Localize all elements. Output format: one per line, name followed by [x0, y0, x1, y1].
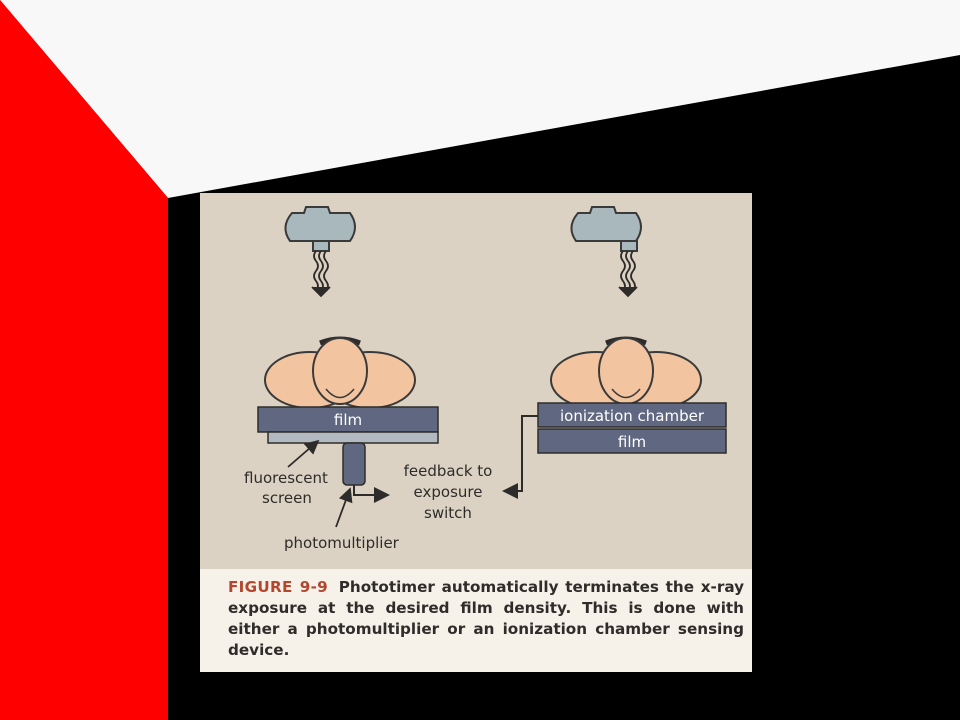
photomultiplier-feedback-arrow — [354, 485, 388, 495]
fluorescent-screen-pointer — [288, 441, 318, 467]
fluorescent-label: fluorescent — [244, 469, 328, 487]
figure-label: FIGURE 9-9 — [228, 578, 329, 596]
ionization-chamber — [538, 403, 726, 427]
chamber-feedback-arrow — [504, 416, 538, 491]
right-film-label: film — [617, 433, 647, 451]
right-patient — [551, 338, 701, 408]
left-xray-beam-icon — [312, 251, 330, 296]
figure-caption — [228, 577, 744, 661]
photomultiplier-pointer — [336, 489, 350, 527]
ionization-chamber-label: ionization chamber — [559, 407, 705, 425]
phototimer-figure — [200, 193, 752, 672]
fluorescent-screen — [268, 432, 438, 443]
left-film-label: film — [333, 411, 363, 429]
left-film-plate — [258, 407, 438, 432]
feedback-label-line1: feedback to — [403, 462, 493, 480]
screen-label: screen — [262, 489, 312, 507]
left-patient — [265, 338, 415, 408]
right-film-plate — [538, 429, 726, 453]
right-xray-beam-icon — [619, 251, 637, 296]
right-xray-tube — [571, 207, 641, 251]
figure-caption-text: Phototimer automatically terminates the x-ray exposure at the desired film density. This is done with either a photomultiplier or an ionization chamber sensing device. — [228, 578, 744, 659]
feedback-label-line2: exposure — [413, 483, 483, 501]
feedback-label-line3: switch — [424, 504, 472, 522]
photomultiplier-label: photomultiplier — [284, 534, 399, 552]
photomultiplier-tube — [343, 443, 365, 485]
left-xray-tube — [285, 207, 355, 251]
